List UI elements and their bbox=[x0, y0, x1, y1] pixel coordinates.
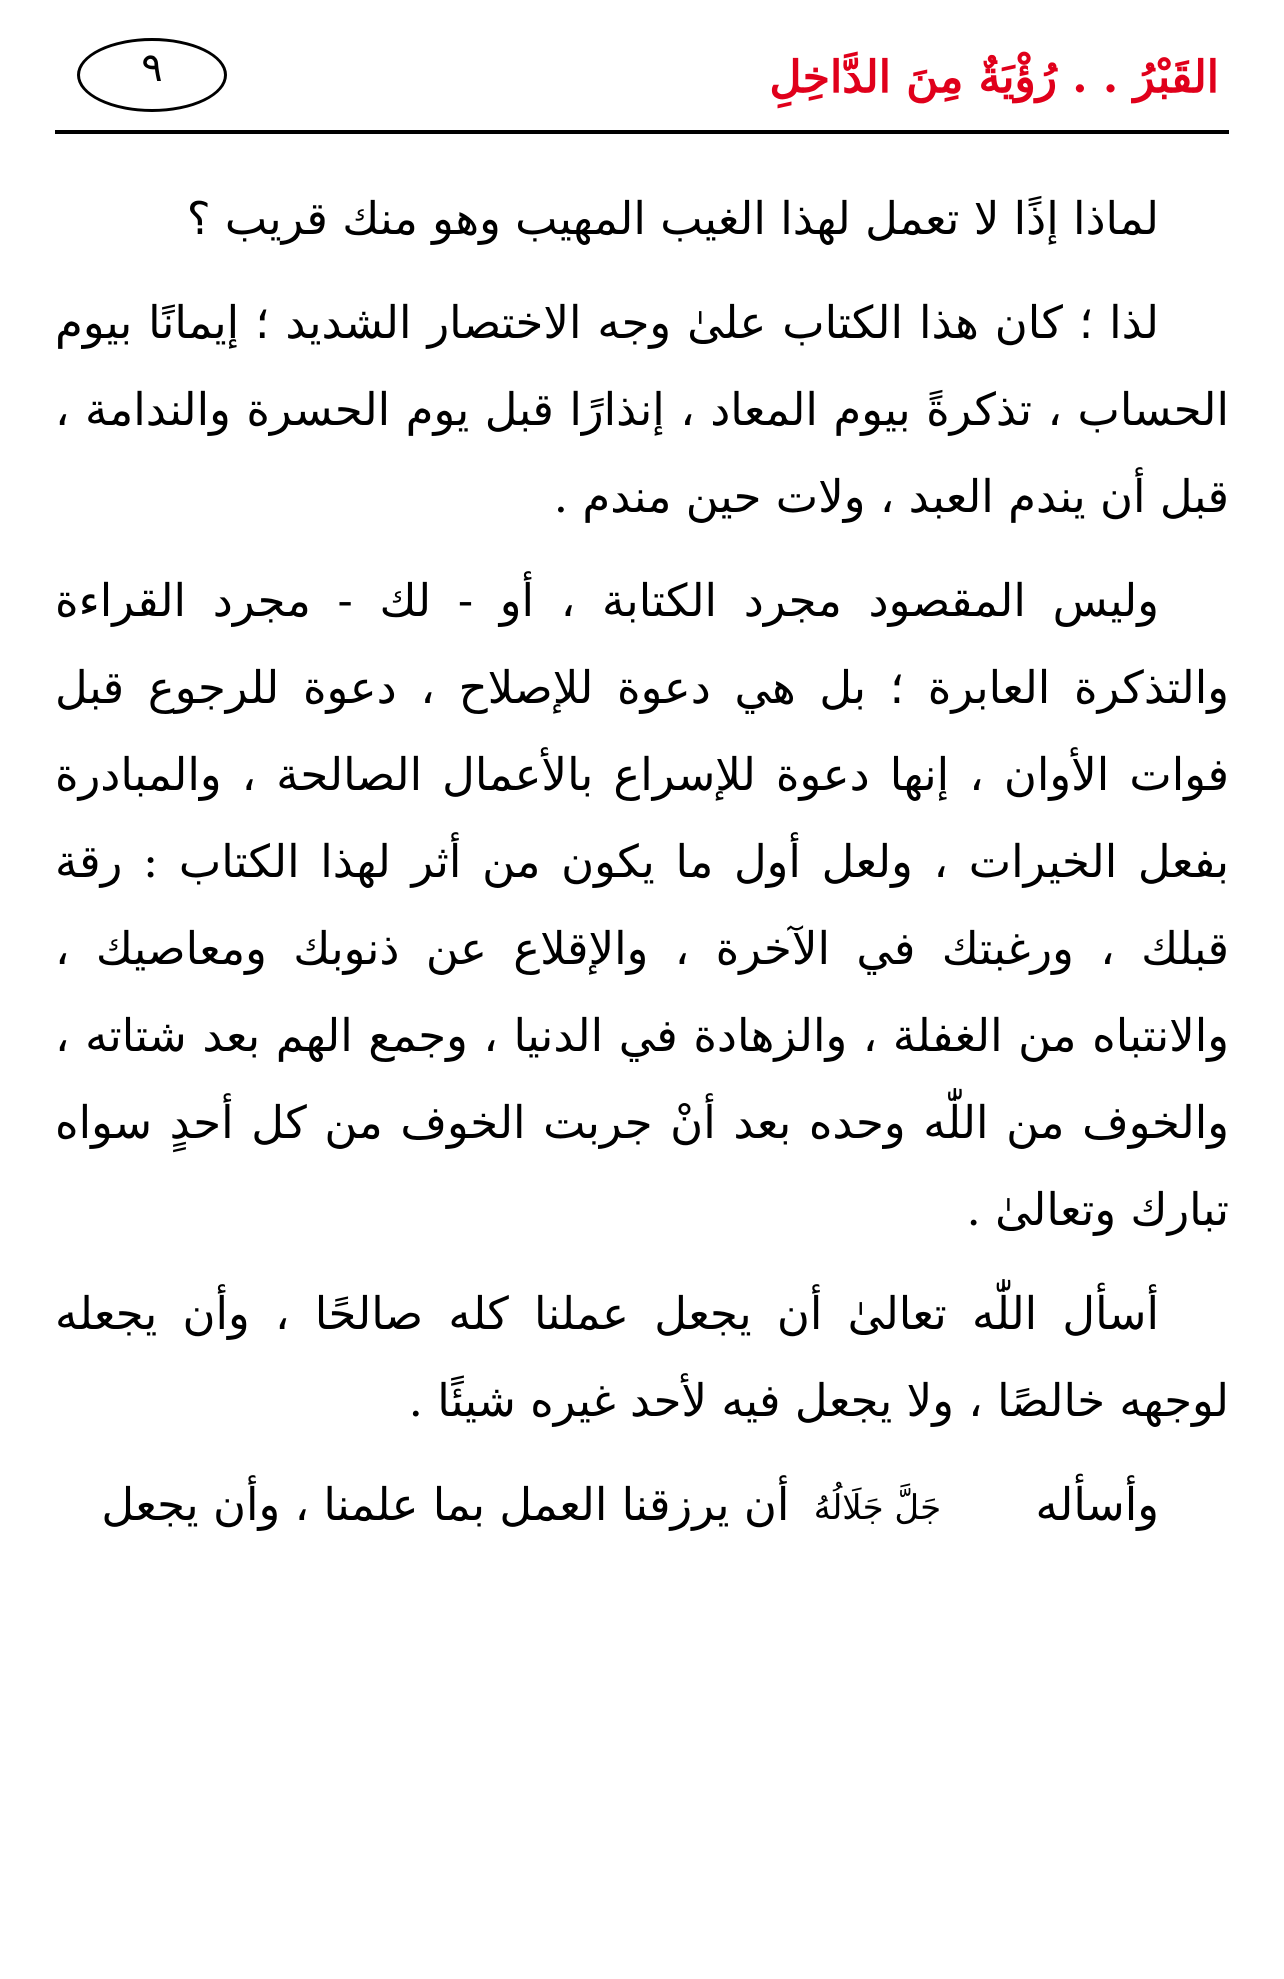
page-header bbox=[55, 30, 1229, 134]
paragraph-purpose: لذا ؛ كان هذا الكتاب علىٰ وجه الاختصار الشديد ؛ إيمانًا بيوم الحساب ، تذكرةً بيوم المعاد ، إنذارًا قبل يوم الحسرة والندامة ، قبل أن يندم العبد ، ولات حين مندم . bbox=[55, 296, 1229, 523]
running-title: القَبْرُ . . رُؤْيَةٌ مِنَ الدَّاخِلِ bbox=[769, 52, 1219, 103]
honorific-glyph: جَلَّ جَلَالُهُ bbox=[813, 1488, 942, 1528]
page-body bbox=[55, 175, 1229, 1569]
closing-text-before: وأسأله bbox=[1035, 1478, 1159, 1531]
paragraph-intent: وليس المقصود مجرد الكتابة ، أو - لك - مجرد القراءة والتذكرة العابرة ؛ بل هي دعوة للإصلاح ، دعوة للرجوع قبل فوات الأوان ، إنها دعوة للإسراع بالأعمال الصالحة ، والمبادرة بفعل الخيرات ، ولعل أول ما يكون من أثر لهذا الكتاب : رقة قبلك ، ورغبتك في الآخرة ، والإقلاع عن ذنوبك ومعاصيك ، والانتباه من الغفلة ، والزهادة في الدنيا ، وجمع الهم بعد شتاته ، والخوف من اللّٰه وحده بعد أنْ جربت الخوف من كل أحدٍ سواه تبارك وتعالىٰ . bbox=[55, 574, 1229, 1236]
paragraph-supplication: أسأل اللّٰه تعالىٰ أن يجعل عملنا كله صالحًا ، وأن يجعله لوجهه خالصًا ، ولا يجعل فيه لأحد غيره شيئًا . bbox=[55, 1287, 1229, 1427]
paragraph-closing bbox=[55, 1461, 1229, 1552]
paragraph-question: لماذا إذًا لا تعمل لهذا الغيب المهيب وهو منك قريب ؟ bbox=[186, 192, 1159, 245]
page-number-oval bbox=[77, 38, 227, 112]
page-number: ٩ bbox=[141, 45, 163, 91]
closing-text-after: أن يرزقنا العمل بما علمنا ، وأن يجعل bbox=[101, 1478, 790, 1531]
